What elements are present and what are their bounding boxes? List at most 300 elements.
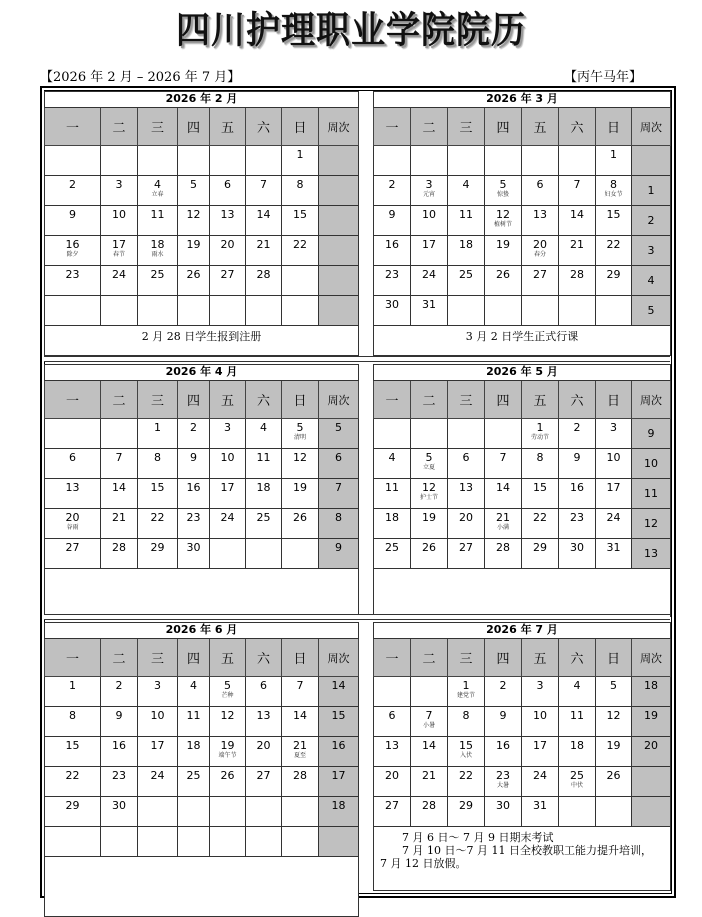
day-number: 6 xyxy=(260,679,267,692)
holiday-label: 妇女节 xyxy=(604,191,623,198)
day-cell xyxy=(101,797,138,827)
day-number: 14 xyxy=(256,208,271,221)
day-cell xyxy=(138,827,178,857)
weekday-header: 三 xyxy=(138,108,178,146)
day-number: 5 xyxy=(499,178,507,191)
day-number: 13 xyxy=(220,208,235,221)
day-number: 31 xyxy=(606,541,621,554)
day-cell xyxy=(596,479,632,509)
day-number: 30 xyxy=(186,541,201,554)
weekday-header: 四 xyxy=(485,108,522,146)
note-line: 7 月 6 日～ 7 月 9 日期末考试 xyxy=(380,831,554,844)
weekday-header: 日 xyxy=(282,381,319,419)
day-number: 28 xyxy=(570,268,584,281)
day-cell xyxy=(246,206,282,236)
day-cell xyxy=(101,449,138,479)
day-number: 27 xyxy=(459,541,473,554)
day-cell xyxy=(522,539,559,569)
row-divider xyxy=(44,356,670,362)
day-cell xyxy=(282,479,319,509)
weekday-header: 三 xyxy=(138,639,178,677)
day-number: 29 xyxy=(533,541,547,554)
day-number: 28 xyxy=(256,268,271,281)
day-cell xyxy=(246,449,282,479)
weekday-header: 一 xyxy=(374,381,411,419)
day-cell xyxy=(246,707,282,737)
day-number: 4 xyxy=(154,178,161,191)
day-cell xyxy=(485,479,522,509)
holiday-label: 春节 xyxy=(112,251,125,258)
day-cell xyxy=(138,707,178,737)
day-number: 25 xyxy=(570,769,584,782)
day-cell xyxy=(411,677,448,707)
day-cell xyxy=(210,827,246,857)
day-cell xyxy=(559,737,596,767)
day-cell xyxy=(559,767,596,797)
day-cell xyxy=(522,449,559,479)
day-cell xyxy=(138,206,178,236)
day-cell xyxy=(178,236,210,266)
day-number: 20 xyxy=(459,511,473,524)
weekday-header: 五 xyxy=(210,108,246,146)
day-cell xyxy=(101,206,138,236)
day-cell xyxy=(522,236,559,266)
day-cell xyxy=(210,146,246,176)
day-number: 27 xyxy=(65,541,80,554)
day-cell xyxy=(485,296,522,326)
day-cell xyxy=(101,266,138,296)
day-cell xyxy=(246,176,282,206)
week-number-cell: 4 xyxy=(632,266,671,296)
day-cell xyxy=(374,236,411,266)
day-cell xyxy=(596,449,632,479)
day-cell xyxy=(596,146,632,176)
day-number: 16 xyxy=(570,481,584,494)
day-cell xyxy=(101,737,138,767)
day-cell xyxy=(559,419,596,449)
day-cell xyxy=(374,737,411,767)
day-number: 3 xyxy=(154,679,161,692)
day-cell xyxy=(178,737,210,767)
week-number-cell xyxy=(319,296,359,326)
day-number: 17 xyxy=(606,481,621,494)
day-cell xyxy=(178,146,210,176)
day-cell xyxy=(282,449,319,479)
day-cell xyxy=(45,419,101,449)
day-number: 13 xyxy=(533,208,547,221)
day-cell xyxy=(246,509,282,539)
day-number: 3 xyxy=(224,421,231,434)
day-cell xyxy=(178,707,210,737)
month-title: 2026 年 3 月 xyxy=(374,92,671,108)
day-cell xyxy=(485,707,522,737)
day-number: 22 xyxy=(65,769,80,782)
week-number-cell: 9 xyxy=(319,539,359,569)
week-number-cell xyxy=(319,206,359,236)
day-cell xyxy=(210,419,246,449)
week-row xyxy=(45,737,359,767)
day-cell xyxy=(522,767,559,797)
day-cell xyxy=(374,509,411,539)
day-cell xyxy=(138,296,178,326)
day-cell xyxy=(178,539,210,569)
week-row xyxy=(374,707,671,737)
week-row xyxy=(374,797,671,827)
day-cell xyxy=(246,146,282,176)
week-row xyxy=(45,266,359,296)
day-number: 26 xyxy=(293,511,307,524)
day-cell xyxy=(411,176,448,206)
day-cell xyxy=(411,296,448,326)
weekday-header-row xyxy=(45,639,359,677)
day-cell xyxy=(522,266,559,296)
day-cell xyxy=(559,797,596,827)
day-number: 1 xyxy=(610,148,617,161)
day-number: 7 xyxy=(425,709,433,722)
day-number: 10 xyxy=(606,451,621,464)
weekday-header: 二 xyxy=(101,639,138,677)
weekday-header: 三 xyxy=(138,381,178,419)
day-number: 13 xyxy=(65,481,80,494)
day-number: 15 xyxy=(533,481,547,494)
day-cell xyxy=(101,236,138,266)
weekday-header: 周次 xyxy=(632,639,671,677)
day-cell xyxy=(596,737,632,767)
day-number: 7 xyxy=(573,178,581,191)
day-cell xyxy=(596,707,632,737)
holiday-label: 护士节 xyxy=(419,494,438,501)
day-number: 15 xyxy=(606,208,621,221)
day-number: 21 xyxy=(293,739,307,752)
week-row xyxy=(374,176,671,206)
day-cell xyxy=(448,539,485,569)
day-number: 22 xyxy=(293,238,307,251)
weekday-header: 四 xyxy=(178,108,210,146)
day-cell xyxy=(45,677,101,707)
day-cell xyxy=(210,509,246,539)
day-cell xyxy=(282,146,319,176)
day-number: 18 xyxy=(150,238,165,251)
holiday-label: 春分 xyxy=(533,251,546,258)
day-number: 18 xyxy=(459,238,473,251)
day-cell xyxy=(246,539,282,569)
day-number: 10 xyxy=(220,451,235,464)
month-table xyxy=(373,364,671,617)
day-number: 17 xyxy=(112,238,126,251)
day-cell xyxy=(411,707,448,737)
day-number: 14 xyxy=(293,709,307,722)
day-number: 26 xyxy=(422,541,436,554)
day-number: 13 xyxy=(459,481,473,494)
day-cell xyxy=(522,509,559,539)
weekday-header: 日 xyxy=(596,108,632,146)
day-cell xyxy=(101,539,138,569)
day-cell xyxy=(596,797,632,827)
day-cell xyxy=(411,146,448,176)
day-cell xyxy=(246,266,282,296)
weekday-header: 周次 xyxy=(319,108,359,146)
day-number: 17 xyxy=(533,739,547,752)
day-cell xyxy=(210,707,246,737)
day-cell xyxy=(282,509,319,539)
day-number: 12 xyxy=(496,208,510,221)
day-number: 11 xyxy=(385,481,399,494)
holiday-label: 中伏 xyxy=(570,782,583,789)
day-cell xyxy=(210,449,246,479)
day-cell xyxy=(411,449,448,479)
row-divider xyxy=(44,614,670,620)
day-number: 25 xyxy=(186,769,201,782)
day-cell xyxy=(282,176,319,206)
day-number: 8 xyxy=(296,178,304,191)
day-cell xyxy=(596,176,632,206)
day-cell xyxy=(374,419,411,449)
week-row xyxy=(374,509,671,539)
day-number: 21 xyxy=(570,238,584,251)
month-notes xyxy=(374,569,671,617)
day-number: 29 xyxy=(65,799,80,812)
weekday-header: 四 xyxy=(178,639,210,677)
holiday-label: 大暑 xyxy=(496,782,509,789)
weekday-header: 二 xyxy=(411,381,448,419)
day-cell xyxy=(448,146,485,176)
week-row xyxy=(45,797,359,827)
day-number: 12 xyxy=(606,709,621,722)
week-row xyxy=(45,449,359,479)
day-number: 24 xyxy=(533,769,547,782)
day-cell xyxy=(178,206,210,236)
day-cell xyxy=(246,419,282,449)
day-number: 19 xyxy=(606,739,621,752)
holiday-label: 除夕 xyxy=(66,251,79,258)
day-cell xyxy=(138,146,178,176)
day-cell xyxy=(411,767,448,797)
day-number: 10 xyxy=(150,709,165,722)
day-cell xyxy=(138,797,178,827)
weekday-header: 五 xyxy=(210,639,246,677)
day-number: 15 xyxy=(65,739,80,752)
day-number: 21 xyxy=(496,511,510,524)
day-cell xyxy=(411,509,448,539)
day-number: 17 xyxy=(422,238,436,251)
holiday-label: 端午节 xyxy=(218,752,237,759)
day-cell xyxy=(138,236,178,266)
day-cell xyxy=(178,479,210,509)
day-cell xyxy=(210,677,246,707)
day-number: 24 xyxy=(112,268,126,281)
day-cell xyxy=(374,479,411,509)
day-number: 10 xyxy=(422,208,436,221)
day-cell xyxy=(246,236,282,266)
day-cell xyxy=(138,479,178,509)
day-cell xyxy=(374,146,411,176)
day-cell xyxy=(45,146,101,176)
week-row xyxy=(45,479,359,509)
day-cell xyxy=(45,206,101,236)
week-number-cell: 14 xyxy=(319,677,359,707)
day-number: 9 xyxy=(573,451,581,464)
weekday-header: 日 xyxy=(596,639,632,677)
weekday-header: 六 xyxy=(246,381,282,419)
day-cell xyxy=(485,737,522,767)
month-table xyxy=(44,622,359,917)
day-number: 12 xyxy=(422,481,436,494)
day-cell xyxy=(522,176,559,206)
day-number: 12 xyxy=(293,451,307,464)
weekday-header-row xyxy=(374,639,671,677)
day-cell xyxy=(559,707,596,737)
month-table xyxy=(44,91,359,356)
day-number: 14 xyxy=(496,481,510,494)
day-number: 21 xyxy=(256,238,271,251)
weekday-header: 三 xyxy=(448,639,485,677)
month-table xyxy=(44,364,359,617)
weekday-header: 六 xyxy=(559,639,596,677)
day-cell xyxy=(101,767,138,797)
week-number-cell xyxy=(319,146,359,176)
day-number: 1 xyxy=(462,679,470,692)
note-line: 7 月 12 日放假。 xyxy=(380,857,467,870)
day-number: 16 xyxy=(186,481,201,494)
day-cell xyxy=(282,797,319,827)
day-number: 9 xyxy=(190,451,197,464)
day-number: 30 xyxy=(112,799,126,812)
weekday-header: 二 xyxy=(101,381,138,419)
holiday-label: 立春 xyxy=(151,191,164,198)
week-number-cell: 9 xyxy=(632,419,671,449)
weekday-header: 五 xyxy=(522,108,559,146)
weekday-header: 周次 xyxy=(632,381,671,419)
day-cell xyxy=(374,266,411,296)
day-cell xyxy=(485,206,522,236)
weekday-header: 四 xyxy=(485,381,522,419)
day-cell xyxy=(485,677,522,707)
holiday-label: 建党节 xyxy=(456,692,475,699)
day-number: 16 xyxy=(385,238,399,251)
note-line: 7 月 10 日～7 月 11 日全校教职工能力提升培训， xyxy=(380,844,652,857)
day-cell xyxy=(45,707,101,737)
weekday-header: 一 xyxy=(45,639,101,677)
week-number-cell xyxy=(632,797,671,827)
weekday-header: 六 xyxy=(559,381,596,419)
day-number: 26 xyxy=(220,769,235,782)
day-number: 30 xyxy=(496,799,510,812)
month-notes xyxy=(45,857,359,917)
day-number: 27 xyxy=(533,268,547,281)
month-notes xyxy=(45,326,359,356)
week-row xyxy=(374,206,671,236)
week-row xyxy=(45,176,359,206)
day-cell xyxy=(138,449,178,479)
day-cell xyxy=(559,479,596,509)
day-cell xyxy=(45,797,101,827)
weekday-header-row xyxy=(45,108,359,146)
day-number: 29 xyxy=(459,799,473,812)
day-cell xyxy=(559,509,596,539)
day-number: 5 xyxy=(425,451,433,464)
day-number: 6 xyxy=(536,178,544,191)
weekday-header-row xyxy=(45,381,359,419)
week-number-cell: 11 xyxy=(632,479,671,509)
day-cell xyxy=(282,266,319,296)
weekday-header: 一 xyxy=(374,639,411,677)
weekday-header: 二 xyxy=(411,639,448,677)
weekday-header: 六 xyxy=(246,639,282,677)
day-cell xyxy=(210,236,246,266)
day-cell xyxy=(485,419,522,449)
month-panel-feb xyxy=(44,91,358,356)
day-cell xyxy=(282,236,319,266)
day-cell xyxy=(374,707,411,737)
note-line: 2 月 28 日学生报到注册 xyxy=(141,330,262,343)
day-number: 10 xyxy=(112,208,126,221)
week-number-cell xyxy=(319,176,359,206)
week-row xyxy=(45,419,359,449)
day-cell xyxy=(448,266,485,296)
day-number: 27 xyxy=(256,769,271,782)
month-table xyxy=(373,91,671,356)
day-cell xyxy=(522,677,559,707)
day-number: 4 xyxy=(462,178,470,191)
day-number: 23 xyxy=(112,769,126,782)
holiday-label: 雨水 xyxy=(151,251,164,258)
weekday-header: 五 xyxy=(522,639,559,677)
day-cell xyxy=(178,296,210,326)
week-number-cell: 5 xyxy=(632,296,671,326)
week-number-cell: 10 xyxy=(632,449,671,479)
day-cell xyxy=(596,767,632,797)
day-cell xyxy=(138,509,178,539)
holiday-label: 立夏 xyxy=(422,464,435,471)
month-notes xyxy=(45,569,359,617)
day-number: 18 xyxy=(385,511,399,524)
day-cell xyxy=(45,266,101,296)
day-number: 11 xyxy=(150,208,165,221)
day-number: 12 xyxy=(220,709,235,722)
day-cell xyxy=(178,266,210,296)
holiday-label: 芒种 xyxy=(221,692,234,699)
day-cell xyxy=(246,737,282,767)
week-row xyxy=(374,236,671,266)
holiday-label: 夏至 xyxy=(293,752,306,759)
day-cell xyxy=(282,419,319,449)
day-cell xyxy=(522,737,559,767)
weekday-header: 二 xyxy=(411,108,448,146)
holiday-label: 谷雨 xyxy=(66,524,79,531)
day-number: 8 xyxy=(536,451,544,464)
day-cell xyxy=(101,419,138,449)
day-cell xyxy=(282,737,319,767)
week-row xyxy=(45,767,359,797)
day-cell xyxy=(522,707,559,737)
day-number: 2 xyxy=(190,421,197,434)
zodiac-year-label: 【丙午马年】 xyxy=(563,70,642,85)
day-cell xyxy=(448,419,485,449)
day-cell xyxy=(101,296,138,326)
day-number: 24 xyxy=(150,769,165,782)
holiday-label: 惊蛰 xyxy=(496,191,509,198)
day-cell xyxy=(178,509,210,539)
day-cell xyxy=(448,479,485,509)
week-row xyxy=(45,206,359,236)
day-number: 28 xyxy=(112,541,126,554)
day-number: 30 xyxy=(385,298,399,311)
note-line: 3 月 2 日学生正式行课 xyxy=(465,330,579,343)
day-cell xyxy=(45,176,101,206)
day-number: 27 xyxy=(385,799,399,812)
day-cell xyxy=(559,176,596,206)
day-cell xyxy=(210,767,246,797)
